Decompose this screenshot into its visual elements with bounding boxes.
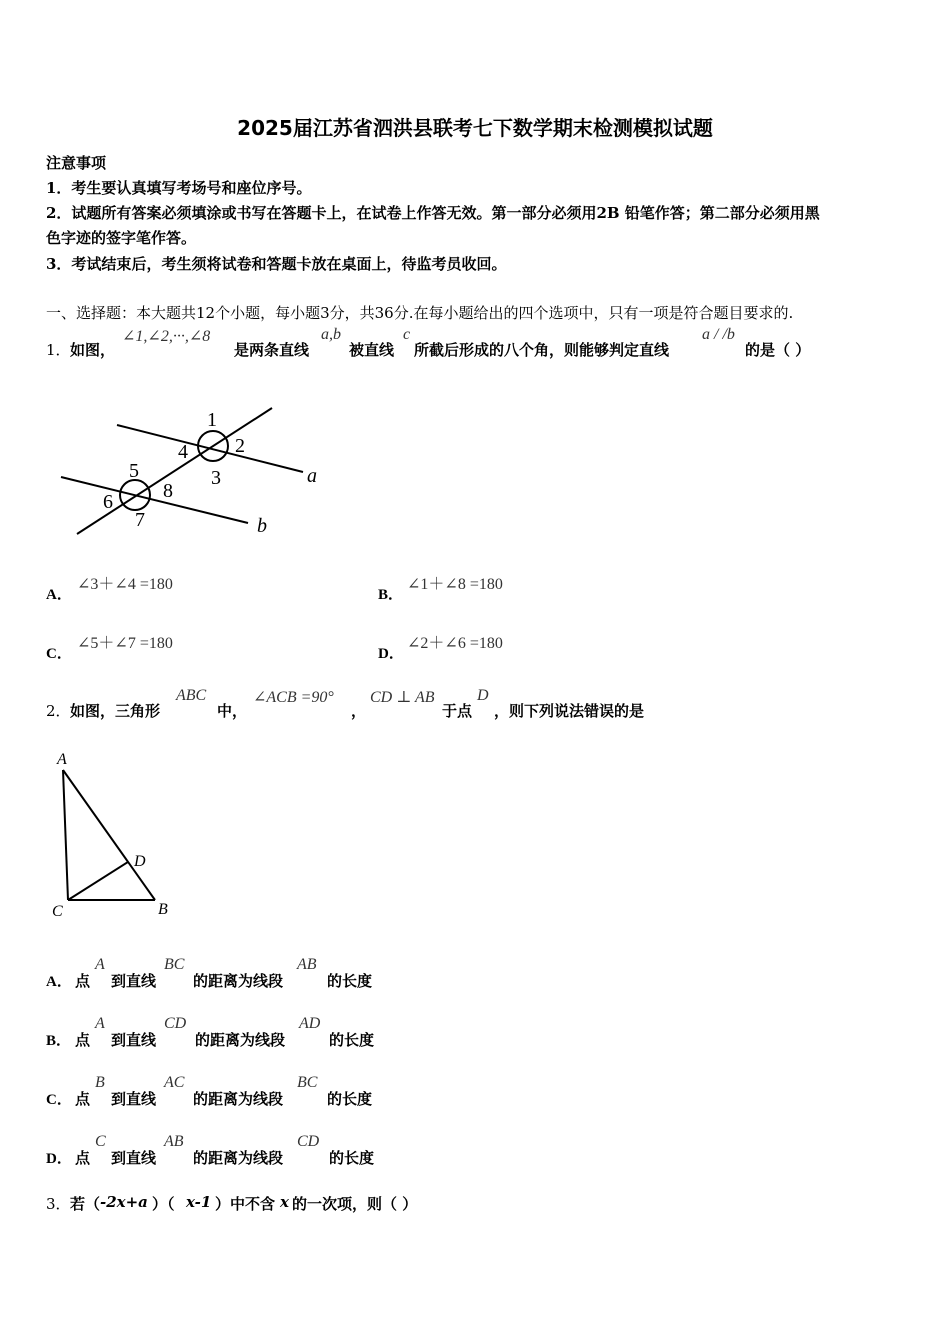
- q3-text-2: ）（: [152, 1195, 175, 1213]
- angle-label-2: 2: [235, 435, 245, 457]
- q1-option-a-label: A．: [46, 587, 72, 603]
- angle-label-7: 7: [135, 509, 145, 531]
- q2-option-d-t3: 的长度: [329, 1149, 375, 1167]
- line-c: [77, 408, 272, 534]
- q2-text-2: 中，: [217, 702, 248, 720]
- q1-text-5: 的是（ ）: [745, 341, 811, 359]
- q2-option-c-p: 点: [75, 1090, 91, 1108]
- q1-math-c: c: [403, 326, 411, 343]
- q2-text-3: ，: [351, 702, 367, 720]
- q1-option-b-label: B．: [378, 587, 404, 603]
- angle-label-8: 8: [163, 480, 173, 502]
- vertex-label-c: C: [52, 903, 63, 920]
- q1-option-d-label: D．: [378, 646, 404, 662]
- q3-text-3: ）中不含: [215, 1195, 276, 1213]
- angle-label-5: 5: [129, 460, 139, 482]
- q2-option-a-t1: 到直线: [111, 972, 157, 990]
- q2-option-a-p: 点: [75, 972, 91, 990]
- notice-item-3: 3．考试结束后，考生须将试卷和答题卡放在桌面上，待监考员收回。: [46, 255, 507, 273]
- q1-text-1: 如图，: [70, 341, 116, 359]
- notice-heading: 注意事项: [46, 154, 107, 172]
- q2-option-b-label: B．: [46, 1033, 72, 1049]
- q1-option-b-math: ∠1＋∠8 =180: [407, 576, 503, 593]
- vertex-label-b: B: [158, 901, 168, 918]
- q1-option-c-math: ∠5＋∠7 =180: [77, 635, 173, 652]
- q2-figure: [48, 748, 183, 923]
- q2-option-c-m3: BC: [297, 1074, 318, 1091]
- q1-number: 1．: [46, 341, 71, 359]
- q2-math-d: D: [477, 687, 489, 704]
- notice-item-2: 2．试题所有答案必须填涂或书写在答题卡上，在试卷上作答无效。第一部分必须用2B 铅笔作答；第二部分必须用黑: [46, 204, 820, 222]
- q2-text-4: 于点: [442, 702, 473, 720]
- notice-item-1: 1．考生要认真填写考场号和座位序号。: [46, 179, 312, 197]
- q1-math-ab: a,b: [321, 326, 341, 343]
- q2-option-b-m3: AD: [299, 1015, 321, 1032]
- q3-text-1: 若（: [70, 1195, 101, 1213]
- q3-expr-3: x: [280, 1193, 289, 1211]
- q2-option-a-m3: AB: [297, 956, 317, 973]
- q1-option-c-label: C．: [46, 646, 72, 662]
- angle-label-3: 3: [211, 467, 221, 489]
- section-heading: 一、选择题：本大题共12个小题，每小题3分，共36分.在每小题给出的四个选项中，只有一项是符合题目要求的.: [46, 304, 794, 322]
- segment-cd: [68, 862, 128, 900]
- q2-option-b-p: 点: [75, 1031, 91, 1049]
- line-label-b: b: [257, 515, 267, 537]
- q2-option-d-m1: C: [95, 1133, 106, 1150]
- q2-option-b-m2: CD: [164, 1015, 187, 1032]
- q3-text-4: 的一次项，则（ ）: [292, 1195, 418, 1213]
- q2-option-d-m2: AB: [164, 1133, 184, 1150]
- q2-text-5: ，则下列说法错误的是: [494, 702, 645, 720]
- q3-expr-2: x-1: [186, 1193, 212, 1211]
- angle-label-4: 4: [178, 441, 188, 463]
- q1-option-a-math: ∠3＋∠4 =180: [77, 576, 173, 593]
- vertex-label-a: A: [57, 751, 67, 768]
- notice-item-2-cont: 色字迹的签字笔作答。: [46, 229, 197, 247]
- q2-option-a-m1: A: [95, 956, 105, 973]
- q2-option-c-label: C．: [46, 1092, 72, 1108]
- q2-option-a-m2: BC: [164, 956, 185, 973]
- vertex-label-d: D: [134, 853, 146, 870]
- q2-option-d-label: D．: [46, 1151, 72, 1167]
- q2-option-d-p: 点: [75, 1149, 91, 1167]
- q2-text-1: 如图，三角形: [70, 702, 161, 720]
- q2-math-perp: CD ⊥ AB: [370, 689, 435, 706]
- q2-option-c-m1: B: [95, 1074, 105, 1091]
- q2-option-a-t3: 的长度: [327, 972, 373, 990]
- q1-text-3: 被直线: [349, 341, 395, 359]
- q2-math-abc: ABC: [176, 687, 207, 704]
- q2-math-angle: ∠ACB =90°: [253, 689, 334, 706]
- side-ab: [63, 770, 155, 900]
- q1-math-parallel: a / /b: [702, 326, 735, 343]
- q2-option-c-t1: 到直线: [111, 1090, 157, 1108]
- q2-option-d-m3: CD: [297, 1133, 320, 1150]
- q1-text-2: 是两条直线: [234, 341, 310, 359]
- q2-option-a-label: A．: [46, 974, 72, 990]
- angle-label-6: 6: [103, 491, 113, 513]
- q2-number: 2．: [46, 702, 71, 720]
- q2-option-c-m2: AC: [164, 1074, 185, 1091]
- q2-option-b-t1: 到直线: [111, 1031, 157, 1049]
- side-ac: [63, 770, 68, 900]
- line-label-a: a: [307, 465, 317, 487]
- q2-option-a-t2: 的距离为线段: [193, 972, 284, 990]
- q2-option-c-t2: 的距离为线段: [193, 1090, 284, 1108]
- q1-figure: [55, 400, 345, 545]
- q3-number: 3．: [46, 1195, 71, 1213]
- q1-text-4: 所截后形成的八个角，则能够判定直线: [414, 341, 670, 359]
- q1-option-d-math: ∠2＋∠6 =180: [407, 635, 503, 652]
- q2-option-c-t3: 的长度: [327, 1090, 373, 1108]
- q2-option-b-t2: 的距离为线段: [195, 1031, 286, 1049]
- angle-label-1: 1: [207, 409, 217, 431]
- page-title: 2025届江苏省泗洪县联考七下数学期末检测模拟试题: [237, 116, 713, 140]
- q2-option-d-t2: 的距离为线段: [193, 1149, 284, 1167]
- q2-option-d-t1: 到直线: [111, 1149, 157, 1167]
- q2-option-b-t3: 的长度: [329, 1031, 375, 1049]
- q3-expr-1: -2x+a: [100, 1193, 148, 1211]
- q1-math-angles: ∠1,∠2,···,∠8: [122, 328, 211, 345]
- q2-option-b-m1: A: [95, 1015, 105, 1032]
